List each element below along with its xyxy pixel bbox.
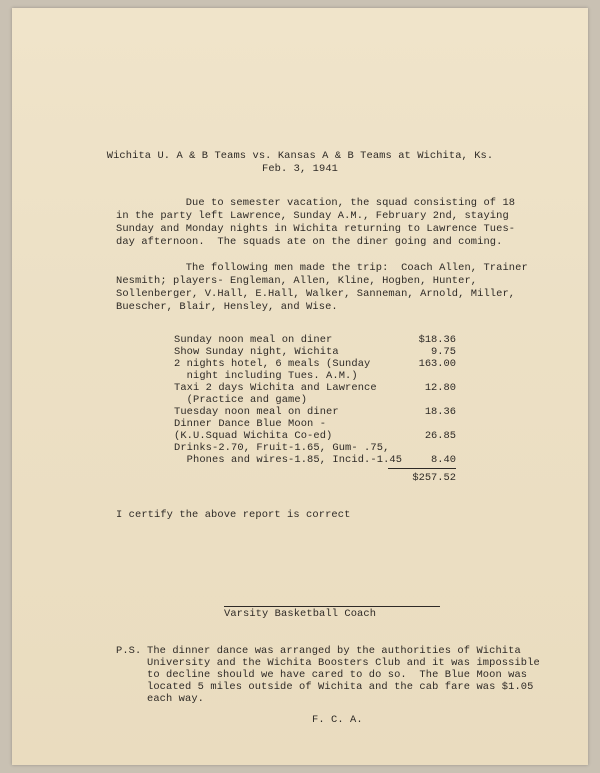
expense-amount: 12.80: [424, 382, 456, 394]
expense-label-continued: Phones and wires-1.85, Incid.-1.45: [174, 454, 403, 466]
postscript-line: University and the Wichita Boosters Club and it was impossible: [147, 657, 540, 669]
signature-title: Varsity Basketball Coach: [224, 608, 377, 620]
report-date: Feb. 3, 1941: [261, 163, 339, 175]
postscript-line: The dinner dance was arranged by the authorities of Wichita: [147, 645, 521, 657]
paragraph-line: Sunday and Monday nights in Wichita returning to Lawrence Tues-: [116, 223, 516, 235]
expense-label: Tuesday noon meal on diner: [174, 406, 339, 418]
postscript-line: each way.: [147, 693, 205, 705]
expense-total: $257.52: [412, 472, 456, 484]
signature-line: [224, 606, 440, 607]
author-initials: F. C. A.: [312, 714, 363, 726]
paragraph-line: day afternoon. The squads ate on the diner going and coming.: [116, 236, 503, 248]
document-page: [12, 8, 588, 765]
expense-label: Taxi 2 days Wichita and Lawrence: [174, 382, 377, 394]
report-title: Wichita U. A & B Teams vs. Kansas A & B Teams at Wichita, Ks.: [106, 150, 494, 162]
expense-label: Dinner Dance Blue Moon -: [174, 418, 327, 430]
expense-label: Show Sunday night, Wichita: [174, 346, 339, 358]
expense-label: 2 nights hotel, 6 meals (Sunday: [174, 358, 371, 370]
paragraph-line: Buescher, Blair, Hensley, and Wise.: [116, 301, 338, 313]
paragraph-line: in the party left Lawrence, Sunday A.M., February 2nd, staying: [116, 210, 509, 222]
expense-label-continued: (Practice and game): [174, 394, 308, 406]
certification-statement: I certify the above report is correct: [116, 509, 351, 521]
postscript-line: to decline should we have cared to do so. The Blue Moon was: [147, 669, 528, 681]
expense-amount: 8.40: [431, 454, 456, 466]
postscript-line: located 5 miles outside of Wichita and the cab fare was $1.05: [147, 681, 534, 693]
expense-label: Sunday noon meal on diner: [174, 334, 333, 346]
paragraph-line: Due to semester vacation, the squad consisting of 18: [116, 197, 516, 209]
expense-amount: $18.36: [418, 334, 456, 346]
expense-label-continued: (K.U.Squad Wichita Co-ed): [174, 430, 333, 442]
paragraph-line: Sollenberger, V.Hall, E.Hall, Walker, Sanneman, Arnold, Miller,: [116, 288, 516, 300]
expense-label: Drinks-2.70, Fruit-1.65, Gum- .75,: [174, 442, 390, 454]
paragraph-line: The following men made the trip: Coach Allen, Trainer: [116, 262, 528, 274]
expense-amount: 26.85: [424, 430, 456, 442]
expense-amount: 163.00: [418, 358, 456, 370]
total-underline: [388, 468, 456, 469]
paragraph-line: Nesmith; players- Engleman, Allen, Kline, Hogben, Hunter,: [116, 275, 478, 287]
expense-amount: 18.36: [424, 406, 456, 418]
expense-amount: 9.75: [431, 346, 456, 358]
postscript-label: P.S.: [116, 645, 142, 657]
expense-label-continued: night including Tues. A.M.): [174, 370, 358, 382]
